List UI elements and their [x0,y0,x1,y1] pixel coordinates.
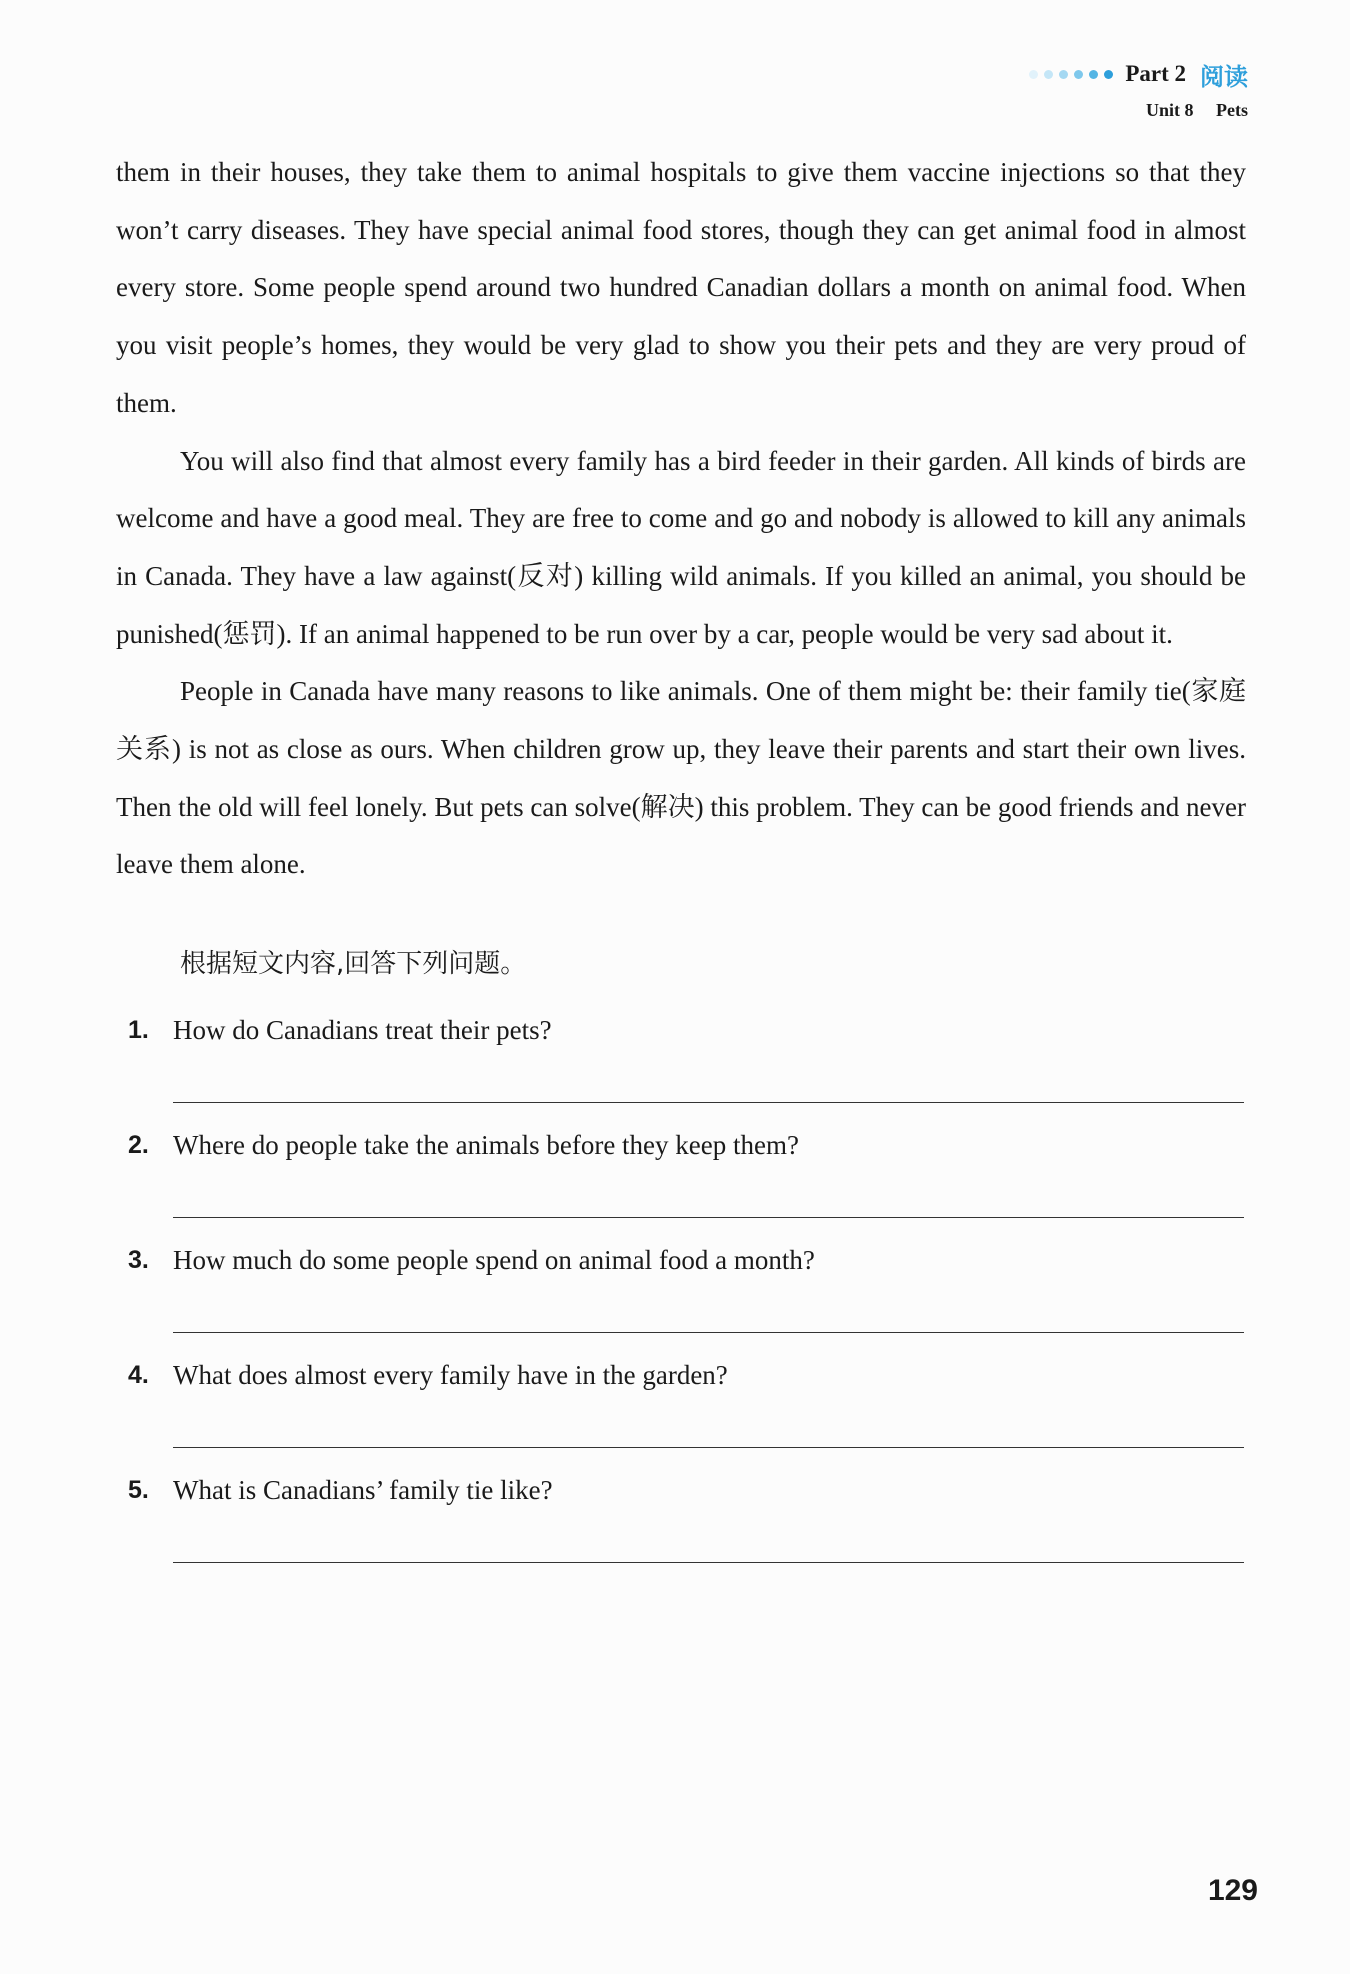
page-number: 129 [1207,1874,1258,1907]
section-title: 阅读 [1200,62,1248,91]
answer-line[interactable] [173,1217,1244,1218]
question-text: Where do people take the animals before they keep them? [173,1130,799,1160]
question-number: 5. [128,1476,149,1504]
question-item [128,1125,1246,1240]
question-text: How do Canadians treat their pets? [173,1015,552,1045]
decorative-dots-icon [1029,70,1119,79]
question-text: How much do some people spend on animal food a month? [173,1245,815,1275]
question-number: 1. [128,1016,149,1044]
passage-paragraph-3: People in Canada have many reasons to like animals. One of them might be: their family tie(家庭关系) is not as close as ours. When children grow up, they leave their parents and start their own lives. Then the old will feel lonely. But pets can solve(解决) this problem. They can be good friends and never leave them alone. [116,676,1246,880]
question-number: 2. [128,1131,149,1159]
reading-passage [116,144,1246,894]
question-item [128,1470,1246,1585]
header-part-line [1029,56,1248,92]
dot-icon [1089,70,1098,79]
part-label: Part 2 [1125,61,1186,86]
answer-line[interactable] [173,1332,1244,1333]
page-header [1029,56,1248,121]
answer-line[interactable] [173,1562,1244,1563]
unit-line [1029,100,1248,121]
answer-line[interactable] [173,1447,1244,1448]
question-text: What does almost every family have in the garden? [173,1360,728,1390]
dot-icon [1029,70,1038,79]
dot-icon [1104,70,1113,79]
question-text: What is Canadians’ family tie like? [173,1475,553,1505]
question-item [128,1240,1246,1355]
question-number: 4. [128,1361,149,1389]
answer-line[interactable] [173,1102,1244,1103]
passage-paragraph-1: them in their houses, they take them to animal hospitals to give them vaccine injections so that they won’t carry diseases. They have special animal food stores, though they can get animal food in almost every store. Some people spend around two hundred Canadian dollars a month on animal food. When you visit people’s homes, they would be very glad to show you their pets and they are very proud of them. [116,157,1246,418]
question-item [128,1355,1246,1470]
question-list [128,1010,1246,1585]
unit-topic: Pets [1216,100,1248,120]
dot-icon [1074,70,1083,79]
question-item [128,1010,1246,1125]
dot-icon [1059,70,1068,79]
dot-icon [1044,70,1053,79]
unit-label: Unit 8 [1146,100,1194,120]
question-number: 3. [128,1246,149,1274]
question-instruction: 根据短文内容,回答下列问题。 [180,949,527,979]
passage-paragraph-2: You will also find that almost every family has a bird feeder in their garden. All kinds of birds are welcome and have a good meal. They are free to come and go and nobody is allowed to kill any animals in Canada. They have a law against(反对) killing wild animals. If you killed an animal, you should be punished(惩罚). If an animal happened to be run over by a car, people would be very sad about it. [116,445,1246,649]
